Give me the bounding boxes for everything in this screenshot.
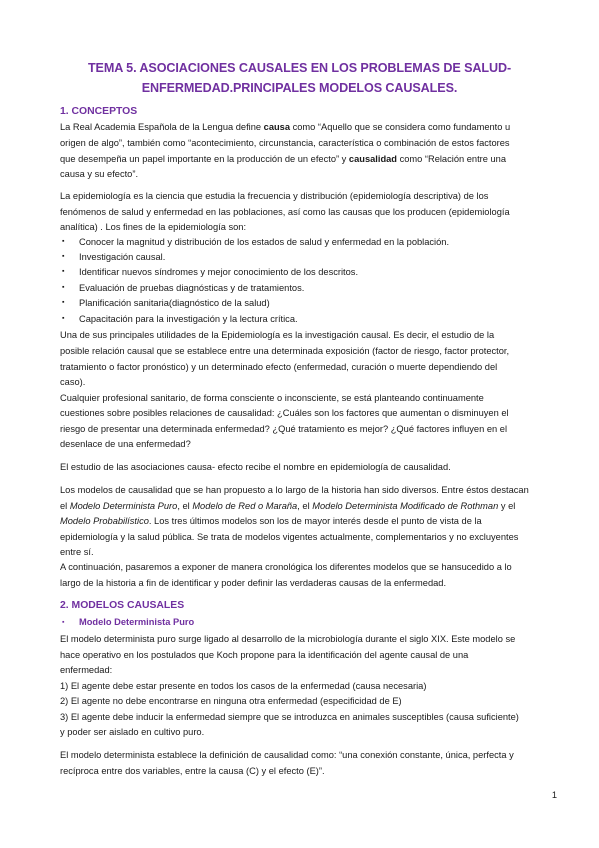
paragraph-line: causa y su efecto”. <box>60 169 139 179</box>
paragraph-line: origen de algo”, también como “acontecimiento, circunstancia, característica o combinación de estos factores <box>60 138 510 148</box>
list-item: Capacitación para la investigación y la lectura crítica. <box>79 314 298 324</box>
list-item: Investigación causal. <box>79 252 166 262</box>
paragraph-line: Los modelos de causalidad que se han propuesto a lo largo de la historia han sido diversos. Entre éstos destacan <box>60 485 529 495</box>
paragraph-line: Cualquier profesional sanitario, de forma consciente o inconsciente, se está planteando continuamente <box>60 393 484 403</box>
paragraph-line: caso). <box>60 377 86 387</box>
numbered-item: 2) El agente no debe encontrarse en ninguna otra enfermedad (especificidad de E) <box>60 696 402 706</box>
section-heading-conceptos: 1. CONCEPTOS <box>60 106 138 117</box>
title-line-2: ENFERMEDAD.PRINCIPALES MODELOS CAUSALES. <box>141 81 458 95</box>
list-item: Identificar nuevos síndromes y mejor conocimiento de los descritos. <box>79 267 359 277</box>
subsection-heading: Modelo Determinista Puro <box>79 617 195 627</box>
bullet-marker: ▪ <box>62 253 65 260</box>
bullet-marker: ▪ <box>62 268 65 275</box>
section-heading-modelos-causales: 2. MODELOS CAUSALES <box>60 600 185 611</box>
paragraph-line: A continuación, pasaremos a exponer de manera cronológica los diferentes modelos que se hansucedido a lo <box>60 562 512 572</box>
paragraph-line: El modelo determinista puro surge ligado al desarrollo de la microbiología durante el siglo XIX. Este modelo se <box>60 634 516 644</box>
paragraph-line: enfermedad: <box>60 665 113 675</box>
list-item: Planificación sanitaria(diagnóstico de la salud) <box>79 298 270 308</box>
paragraph-line: La epidemiología es la ciencia que estudia la frecuencia y distribución (epidemiología descriptiva) de los <box>60 191 489 201</box>
paragraph-line: tratamiento o factor pronóstico) y un determinado efecto (enfermedad, curación o muerte dependiendo del <box>60 362 498 372</box>
paragraph-line: desenlace de una enfermedad? <box>60 439 191 449</box>
bullet-marker: ▪ <box>62 299 65 306</box>
paragraph-line: posible relación causal que se establece entre una determinada exposición (factor de riesgo, factor protector, <box>60 346 510 356</box>
paragraph-line: el Modelo Determinista Puro, el Modelo de Red o Maraña, el Modelo Determinista Modificado de Rothman y el <box>60 501 516 511</box>
paragraph-line: Una de sus principales utilidades de la Epidemiología es la investigación causal. Es decir, el estudio de la <box>60 330 495 340</box>
paragraph-line: Modelo Probabilístico. Los tres últimos modelos son los de mayor interés desde el punto de vista de la <box>60 516 482 526</box>
numbered-item: y poder ser aislado en cultivo puro. <box>60 727 205 737</box>
paragraph-line: analítica) . Los fines de la epidemiología son: <box>60 222 247 232</box>
paragraph-line: recíproca entre dos variables, entre la causa (C) y el efecto (E)”. <box>60 766 325 776</box>
list-item: Evaluación de pruebas diagnósticas y de tratamientos. <box>79 283 305 293</box>
bullet-marker: ▪ <box>62 284 65 291</box>
paragraph-line: epidemiología y la salud pública. Se trata de modelos vigentes actualmente, complementarios y no excluyentes <box>60 532 519 542</box>
paragraph-line: El estudio de las asociaciones causa- efecto recibe el nombre en epidemiología de causalidad. <box>60 462 451 472</box>
paragraph-line: riesgo de presentar una determinada enfermedad? ¿Qué tratamiento es mejor? ¿Qué factores influyen en el <box>60 424 508 434</box>
numbered-item: 3) El agente debe inducir la enfermedad siempre que se introduzca en animales susceptibles (causa suficiente) <box>60 712 519 722</box>
document-title <box>60 58 539 98</box>
paragraph-line: La Real Academia Española de la Lengua define causa como “Aquello que se considera como fundamento u <box>60 122 511 132</box>
numbered-item: 1) El agente debe estar presente en todos los casos de la enfermedad (causa necesaria) <box>60 681 427 691</box>
list-item: Conocer la magnitud y distribución de los estados de salud y enfermedad en la población. <box>79 237 450 247</box>
bullet-marker: ▪ <box>62 315 65 322</box>
paragraph-line: largo de la historia a fin de identificar y poder definir las verdaderas causas de la enfermedad. <box>60 578 447 588</box>
paragraph-line: fenómenos de salud y enfermedad en las poblaciones, así como las causas que los producen (epidemiología <box>60 207 510 217</box>
paragraph-line: que desempeña un papel importante en la producción de un efecto” y causalidad como “Relación entre una <box>60 154 507 164</box>
bullet-marker: ▪ <box>62 238 65 245</box>
paragraph-line: hace operativo en los postulados que Koch propone para la identificación del agente causal de una <box>60 650 469 660</box>
bullet-marker: ▪ <box>62 619 65 626</box>
page-number: 1 <box>551 790 557 800</box>
paragraph-line: entre sí. <box>60 547 94 557</box>
title-line-1: TEMA 5. ASOCIACIONES CAUSALES EN LOS PROBLEMAS DE SALUD- <box>87 61 512 75</box>
paragraph-line: El modelo determinista establece la definición de causalidad como: “una conexión constante, única, perfecta y <box>60 750 514 760</box>
paragraph-line: cuestiones sobre posibles relaciones de causalidad: ¿Cuáles son los factores que aumentan o disminuyen el <box>60 408 509 418</box>
